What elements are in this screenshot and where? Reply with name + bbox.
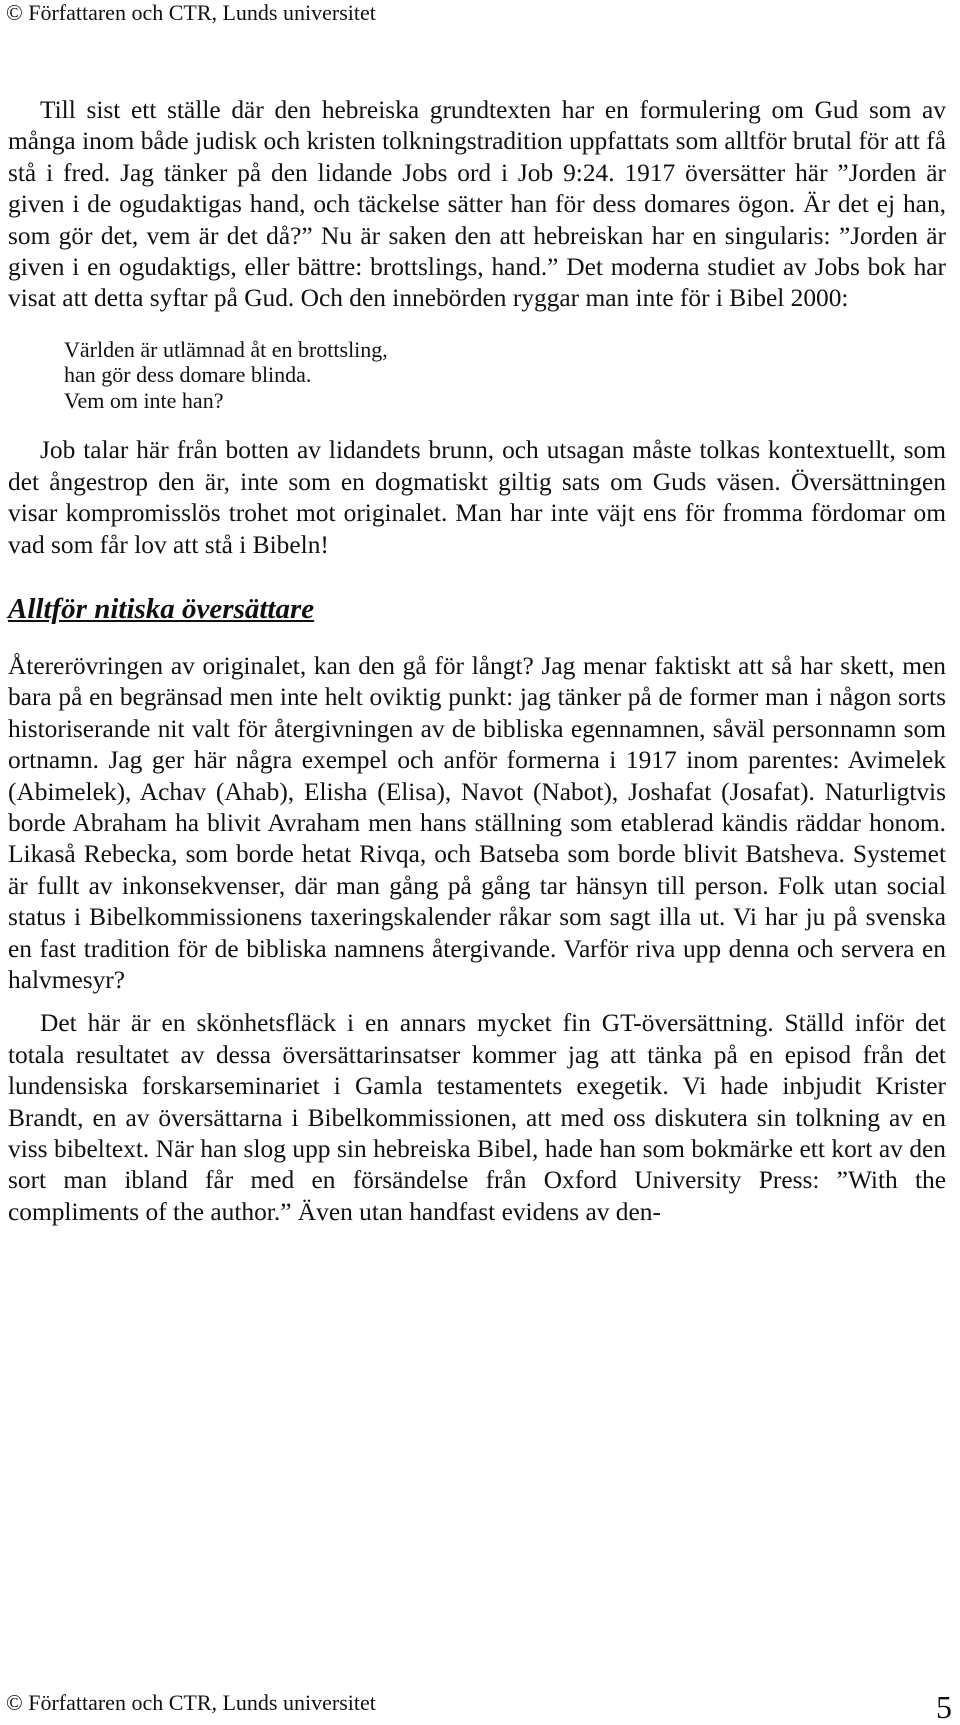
quote-line: han gör dess domare blinda. — [64, 362, 312, 388]
paragraph-job-lament: Job talar här från botten av lidandets brunn, och utsagan måste tolkas kontextuellt, som det ångestrop den är, inte som en dogmatiskt giltig sats om Guds väsen. Översättningen visar kompromisslös trohet mot originalet. Man har inte väjt ens för fromma fördomar om vad som får lov att stå i Bibeln! — [8, 436, 946, 559]
footer-copyright: © Författaren och CTR, Lunds universitet — [6, 1690, 376, 1715]
block-quote-bibel-2000 — [64, 337, 946, 414]
quote-line: Världen är utlämnad åt en brottsling, — [64, 336, 388, 362]
section-heading: Alltför nitiska översättare — [8, 592, 315, 625]
paragraph-proper-names: Återerövringen av originalet, kan den gå för långt? Jag menar faktiskt att så har skett, men bara på en begränsad men inte helt oviktig punkt: jag tänker på de former man i någon sorts historiserande nit valt för återgivningen av de bibliska egennamnen, såväl personnamn som ortnamn. Jag ger här några exempel och anför formerna i 1917 inom parentes: Avimelek (Abimelek), Achav (Ahab), Elisha (Elisa), Navot (Nabot), Joshafat (Josafat). Naturligtvis borde Abraham ha blivit Avraham men hans ställning som etablerad kändis räddar honom. Likaså Rebecka, som borde hetat Rivqa, och Batseba som borde blivit Batsheva. Systemet är fullt av inkonsekvenser, där man gång på gång tar hänsyn till person. Folk utan social status i Bibelkommissionens taxeringskalender råkar som sagt illa ut. Vi har ju på svenska en fast tradition för de bibliska namnens återgivande. Varför riva upp denna och servera en halvmesyr? — [8, 651, 946, 995]
page-header: © Författaren och CTR, Lunds universitet — [6, 0, 376, 25]
page-number: 5 — [936, 1689, 952, 1725]
quote-line: Vem om inte han? — [64, 387, 224, 413]
document-body — [8, 95, 946, 1228]
paragraph-anecdote: Det här är en skönhetsfläck i en annars mycket fin GT-översättning. Ställd inför det totala resultatet av dessa översättarinsatser kommer jag att tänka på en episod från det lundensiska forskarseminariet i Gamla testamentets exegetik. Vi hade inbjudit Krister Brandt, en av översättarna i Bibelkommissionen, att med oss diskutera sin tolkning av en viss bibeltext. När han slog upp sin hebreiska Bibel, hade han som bokmärke ett kort av den sort man ibland får med en försändelse från Oxford University Press: ”With the compliments of the author.” Även utan handfast evidens av den- — [8, 1009, 946, 1226]
paragraph-job-9-24: Till sist ett ställe där den hebreiska grundtexten har en formulering om Gud som av många inom både judisk och kristen tolkningstradition uppfattats som alltför brutal för att få stå i fred. Jag tänker på den lidande Jobs ord i Job 9:24. 1917 översätter här ”Jorden är given i de ogudaktigas hand, och täckelse sätter han för dess domares ögon. Är det ej han, som gör det, vem är det då?” Nu är saken den att hebreiskan har en singularis: ”Jorden är given i en ogudaktigs, eller bättre: brottslings, hand.” Det moderna studiet av Jobs bok har visat att detta syftar på Gud. Och den innebörden ryggar man inte för i Bibel 2000: — [8, 96, 946, 313]
